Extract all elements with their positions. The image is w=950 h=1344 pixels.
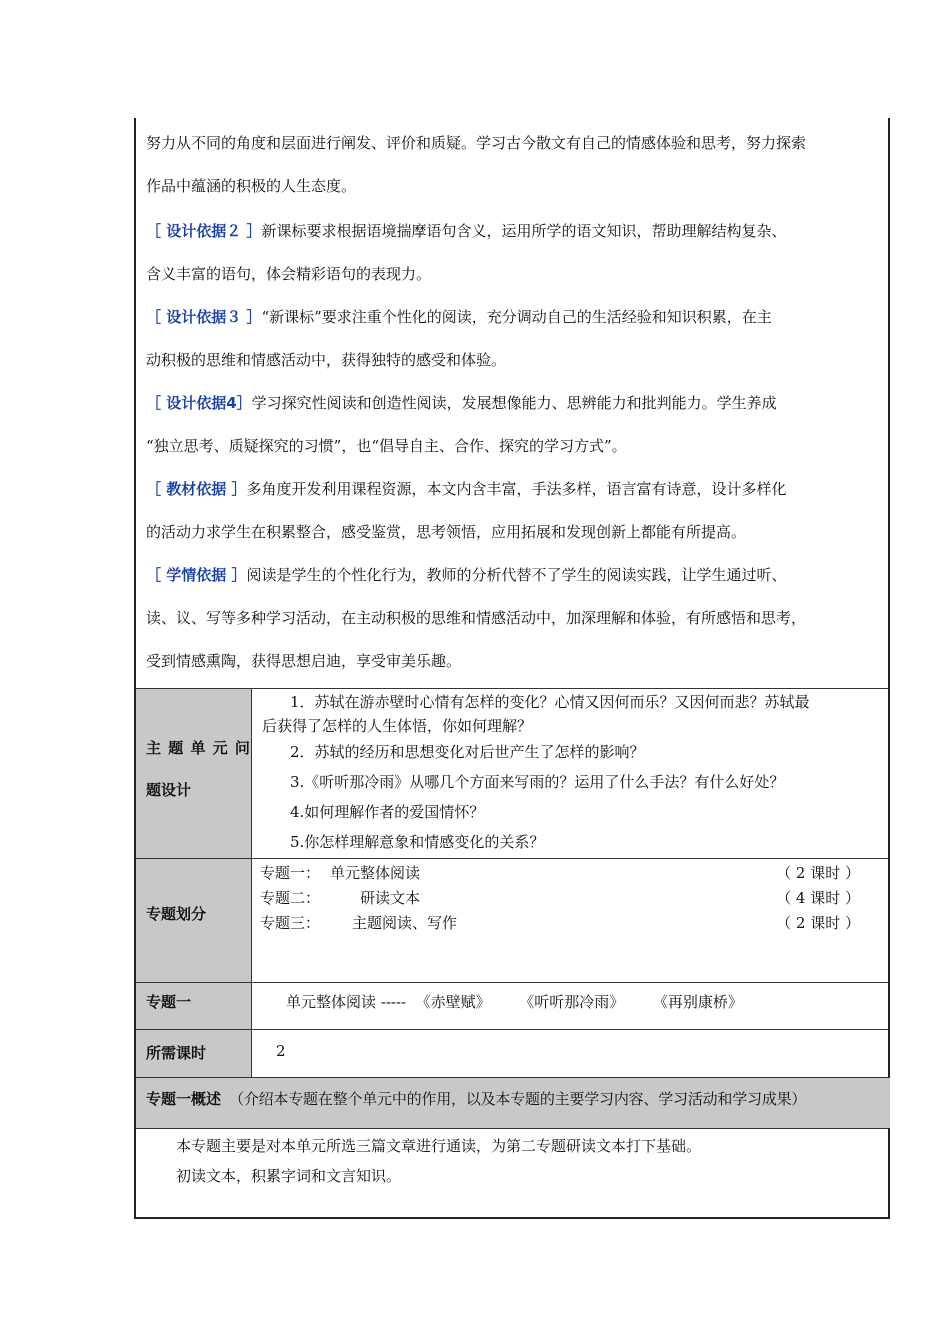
topic-hours: （ 2 课时 ） (776, 864, 860, 882)
question-item: 2．苏轼的经历和思想变化对后世产生了怎样的影响？ (290, 743, 645, 761)
basis-text: 的活动力求学生在积累整合，感受鉴赏，思考领悟，应用拓展和发现创新上都能有所提高。 (146, 523, 747, 541)
basis-tag: ［ 设计依据4］ (146, 394, 252, 412)
required-hours-value: 2 (276, 1042, 286, 1060)
required-hours-content (252, 1030, 890, 1077)
topic-one-text: 单元整体阅读 ----- 《赤壁赋》 《听听那冷雨》 《再别康桥》 (286, 993, 743, 1011)
question-design-label: 主 题 单 元 问 题设计 (136, 689, 252, 858)
topic-one-content (252, 983, 890, 1029)
basis-3-paragraph (146, 296, 882, 339)
required-hours-label: 所需课时 (136, 1030, 252, 1077)
basis-text: “新课标”要求注重个性化的阅读，充分调动自己的生活经验和知识积累，在主 (261, 308, 772, 326)
topic-one-label: 专题一 (136, 983, 252, 1029)
question-list (252, 689, 890, 858)
topic-hours: （ 2 课时 ） (776, 914, 860, 932)
basis-tag: ［ 设计依据２ ］ (146, 222, 262, 240)
basis-text: 读、议、写等多种学习活动，在主动积极的思维和情感活动中，加深理解和体验，有所感悟和思考， (146, 609, 807, 627)
basis-text: 阅读是学生的个性化行为，教师的分析代替不了学生的阅读实践，让学生通过听、 (246, 566, 787, 584)
overview-header-row (136, 1078, 890, 1129)
basis-text: 受到情感熏陶，获得思想启迪，享受审美乐趣。 (146, 652, 462, 670)
basis-text: 学习探究性阅读和创造性阅读，发展想像能力、思辨能力和批判能力。学生养成 (251, 394, 777, 412)
intro-line: 努力从不同的角度和层面进行阐发、评价和质疑。学习古今散文有自己的情感体验和思考，努力探索 (146, 134, 807, 152)
basis-text: 动积极的思维和情感活动中，获得独特的感受和体验。 (146, 351, 507, 369)
basis-tag: ［ 教材依据 ］ (146, 480, 247, 498)
overview-body (136, 1129, 890, 1217)
textbook-basis-paragraph (146, 468, 882, 511)
topic-division-label: 专题划分 (136, 859, 252, 982)
overview-line: 本专题主要是对本单元所选三篇文章进行通读，为第二专题研读文本打下基础。 (176, 1137, 702, 1155)
question-item: 后获得了怎样的人生体悟，你如何理解？ (262, 717, 533, 735)
lesson-plan-document (134, 118, 890, 1219)
overview-line: 初读文本，积累字词和文言知识。 (176, 1167, 402, 1185)
intro-line: 作品中蕴涵的积极的人生态度。 (146, 177, 357, 195)
question-item: 5.你怎样理解意象和情感变化的关系？ (290, 833, 545, 851)
question-design-row (136, 689, 890, 859)
question-item: 4.如何理解作者的爱国情怀？ (290, 803, 485, 821)
question-item: 3.《听听那冷雨》从哪几个方面来写雨的？运用了什么手法？有什么好处？ (290, 773, 785, 791)
design-basis-section (136, 118, 890, 689)
required-hours-row (136, 1030, 890, 1078)
topic-hours: （ 4 课时 ） (776, 889, 860, 907)
basis-text: 新课标要求根据语境揣摩语句含义，运用所学的语文知识，帮助理解结构复杂、 (261, 222, 787, 240)
basis-text: 含义丰富的语句，体会精彩语句的表现力。 (146, 265, 432, 283)
basis-tag: ［ 设计依据３ ］ (146, 308, 262, 326)
question-item: 1．苏轼在游赤壁时心情有怎样的变化？心情又因何而乐？又因何而悲？苏轼最 (290, 693, 810, 711)
topic-one-row (136, 983, 890, 1030)
student-basis-paragraph (146, 554, 882, 597)
basis-text: “独立思考、质疑探究的习惯”，也“倡导自主、合作、探究的学习方式”。 (146, 437, 627, 455)
basis-text: 多角度开发利用课程资源，本文内含丰富，手法多样，语言富有诗意，设计多样化 (246, 480, 787, 498)
basis-tag: ［ 学情依据 ］ (146, 566, 247, 584)
topic-division-row (136, 859, 890, 983)
topic-list: 专题一： 单元整体阅读 专题二： 研读文本 专题三： 主题阅读、写作 （ 2 课时 ） （ 4 课时 ） （ 2 课时 ） (260, 864, 860, 932)
basis-4-paragraph (146, 382, 882, 425)
basis-2-paragraph (146, 210, 882, 253)
overview-note: （介绍本专题在整个单元中的作用，以及本专题的主要学习内容、学习活动和学习成果） (229, 1090, 807, 1108)
overview-label: 专题一概述 (146, 1090, 222, 1108)
